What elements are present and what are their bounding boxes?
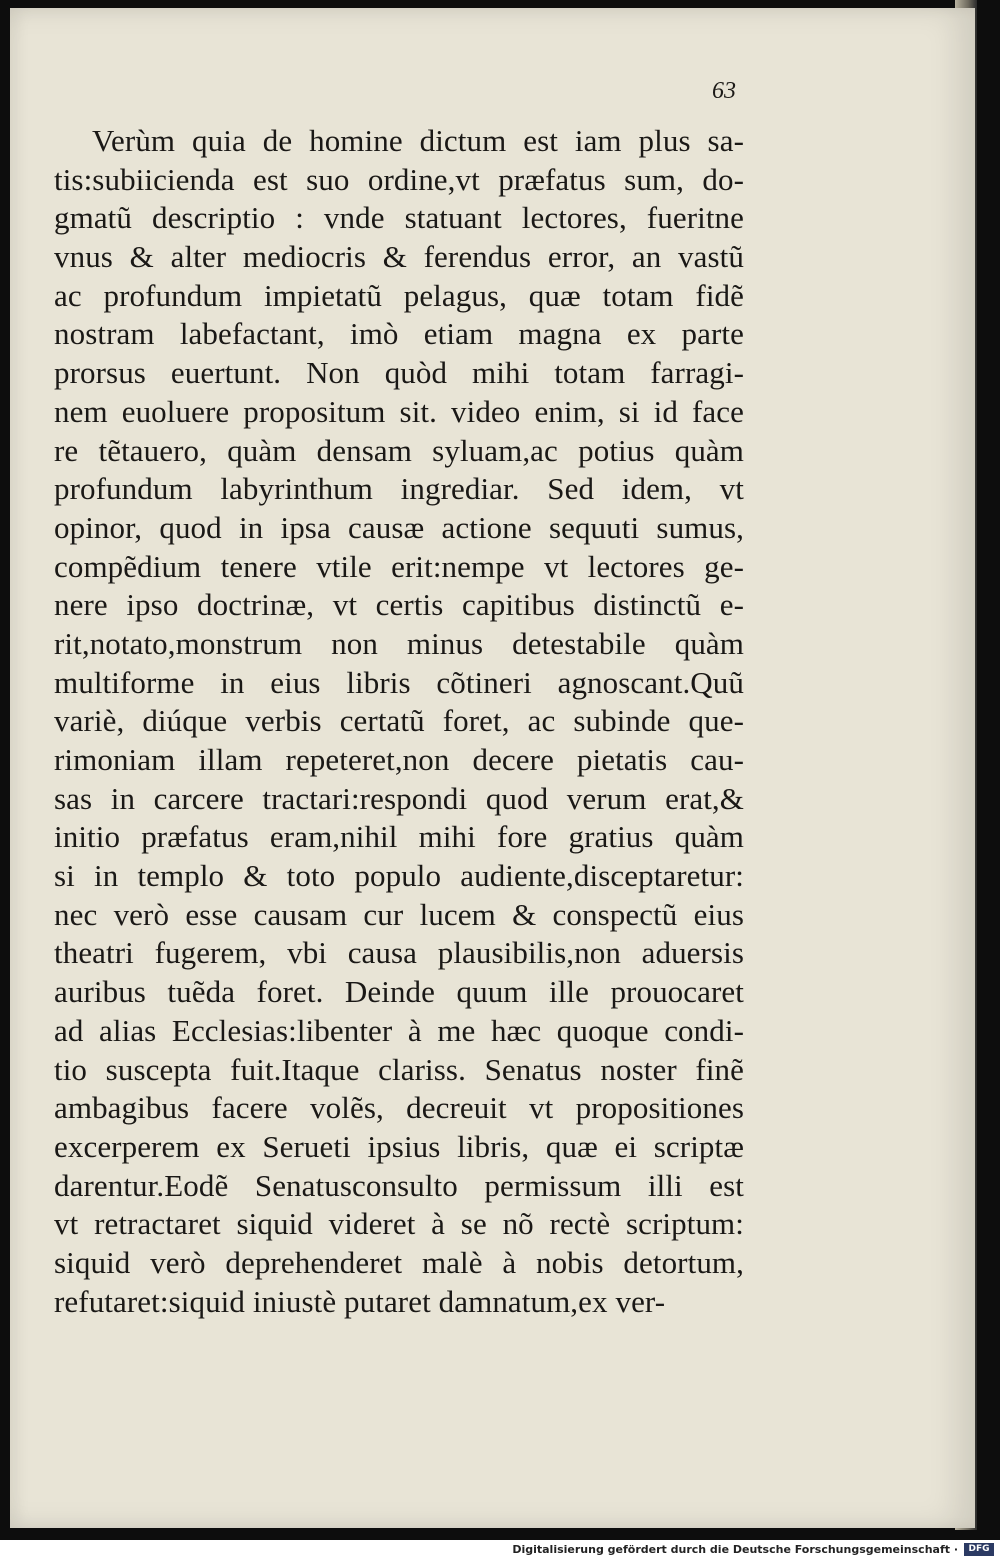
text-line: variè, diúque verbis certatũ foret, ac subinde que- — [54, 703, 744, 739]
text-line: prorsus euertunt. Non quòd mihi totam farragi- — [54, 355, 744, 391]
text-line: darentur.Eodẽ Senatusconsulto permissum illi est — [54, 1167, 744, 1203]
text-line: nem euoluere propositum sit. video enim, si id face — [54, 393, 744, 429]
text-line: sas in carcere tractari:respondi quod verum erat,& — [54, 780, 744, 816]
text-line: siquid verò deprehenderet malè à nobis detortum, — [54, 1244, 744, 1280]
text-line: re tẽtauero, quàm densam syluam,ac potius quàm — [54, 432, 744, 468]
text-line: opinor, quod in ipsa causæ actione sequuti sumus, — [54, 509, 744, 545]
text-line: ac profundum impietatũ pelagus, quæ totam fidẽ — [54, 277, 744, 313]
text-line: gmatũ descriptio : vnde statuant lectores, fueritne — [54, 200, 744, 236]
text-line: rimoniam illam repeteret,non decere pietatis cau- — [54, 742, 744, 777]
digitization-footer — [0, 1540, 1000, 1560]
footer-credit: Digitalisierung gefördert durch die Deutsche Forschungsgemeinschaft · — [512, 1543, 958, 1556]
text-line: compẽdium tenere vtile erit:nempe vt lectores ge- — [54, 548, 744, 584]
page-number: 63 — [712, 78, 736, 104]
text-line: initio præfatus eram,nihil mihi fore gratius quàm — [54, 819, 744, 855]
text-line: vt retractaret siquid videret à se nõ rectè scriptum: — [54, 1206, 744, 1242]
body-text — [54, 122, 744, 1321]
text-line: excerperem ex Serueti ipsius libris, quæ ei scriptæ — [54, 1128, 744, 1164]
text-line: rit,notato,monstrum non minus detestabile quàm — [54, 625, 744, 661]
text-line: auribus tuẽda foret. Deinde quum ille prouocaret — [54, 974, 744, 1010]
text-line: ad alias Ecclesias:libenter à me hæc quoque condi- — [54, 1012, 744, 1048]
text-line: tis:subiicienda est suo ordine,vt præfatus sum, do- — [54, 161, 744, 197]
text-line: Verùm quia de homine dictum est iam plus sa- — [92, 123, 744, 158]
text-line: profundum labyrinthum ingrediar. Sed idem, vt — [54, 471, 744, 507]
text-line: nec verò esse causam cur lucem & conspectũ eius — [54, 896, 744, 932]
text-line: refutaret:siquid iniustè putaret damnatum,ex ver- — [54, 1283, 666, 1319]
text-line: tio suscepta fuit.Itaque clariss. Senatus noster finẽ — [54, 1051, 744, 1087]
text-line: ambagibus facere volẽs, decreuit vt propositiones — [54, 1090, 744, 1126]
text-line: si in templo & toto populo audiente,disceptaretur: — [54, 858, 744, 894]
dfg-logo-icon: DFG — [964, 1543, 994, 1556]
text-line: vnus & alter mediocris & ferendus error, an vastũ — [54, 239, 744, 275]
text-line: theatri fugerem, vbi causa plausibilis,non aduersis — [54, 935, 744, 971]
text-line: nere ipso doctrinæ, vt certis capitibus distinctũ e- — [54, 587, 744, 623]
text-line: multiforme in eius libris cõtineri agnoscant.Quũ — [54, 664, 744, 700]
text-line: nostram labefactant, imò etiam magna ex parte — [54, 316, 744, 352]
